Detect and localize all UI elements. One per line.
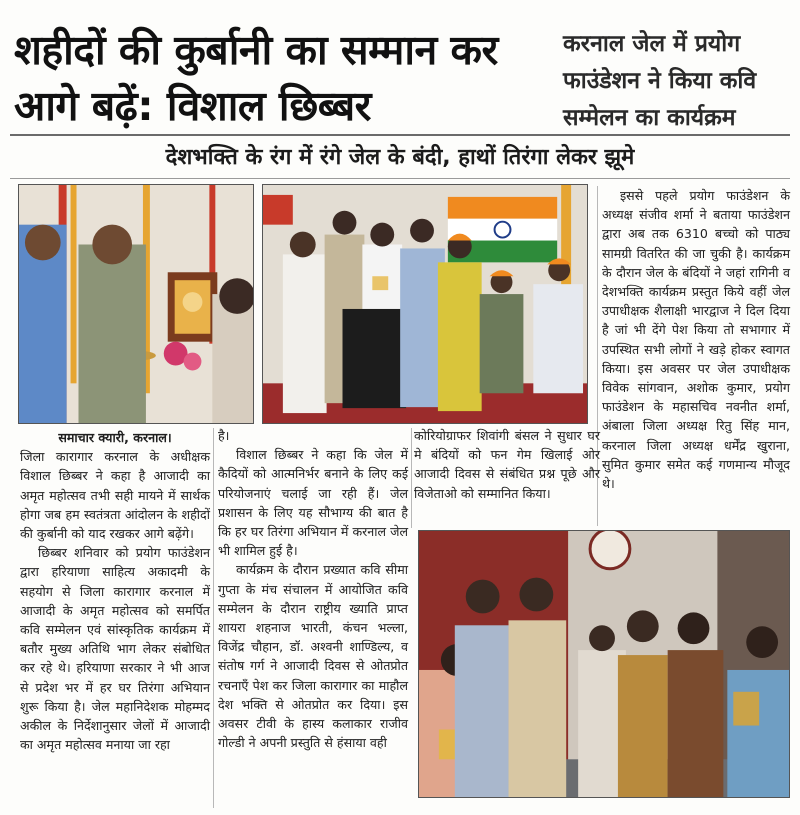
stage-tricolor-photo <box>262 184 588 424</box>
lamp-lighting-photo <box>18 184 254 424</box>
paragraph: कार्यक्रम के दौरान प्रख्यात कवि सीमा गुप्ता के मंच संचालन में आयोजित कवि सम्मेलन के दौरान राष्ट्रीय ख्याति प्राप्त शायरा शहनाज भारती, कंचन भल्ला, विजेंद्र चौहान, डॉ. अश्वनी शाण्डिल्य, व संतोष गर्ग ने आजादी दिवस से ओतप्रोत रचनाएँ पेश कर जिला कारागार का माहौल देश भक्ति से ओतप्रोत कर दिया। इस अवसर टीवी के हास्य कलाकार राजीव गोल्डी ने अपनी प्रस्तुति से हंसाया वही <box>218 562 408 751</box>
paragraph: है। <box>218 428 230 443</box>
subheadline: देशभक्ति के रंग में रंगे जेल के बंदी, हाथों तिरंगा लेकर झूमे <box>165 145 635 170</box>
subheadline-rule <box>10 178 790 179</box>
paragraph: जिला कारागार करनाल के अधीक्षक विशाल छिब्बर ने कहा है आजादी का अमृत महोत्सव तभी सही मायने में सार्थक होगा जब हम स्वतंत्रता आंदोलन के शहीदों की कुर्बानी को याद रखकर आगे बढ़ेंगे। <box>20 449 210 542</box>
article-column-3 <box>414 426 600 503</box>
column-divider <box>411 428 412 528</box>
paragraph: विशाल छिब्बर ने कहा कि जेल में कैदियों को आत्मनिर्भर बनाने के लिए कई परियोजनाएं चलाई जा रही हैं। जेल प्रशासन के लिए यह सौभाग्य की बात है कि हर घर तिरंगा अभियान में करनाल जेल भी शामिल हुई है। <box>218 447 408 559</box>
paragraph: छिब्बर शनिवार को प्रयोग फाउंडेशन द्वारा हरियाणा साहित्य अकादमी के सहयोग से जिला कारागार करनाल में आजादी के अमृत महोत्सव को समर्पित कवि सम्मेलन एवं सांस्कृतिक कार्यक्रम में बतौर मुख्य अतिथि भाग लेकर संबोधित कर रहे थे। हरियाणा सरकार ने भी आज से प्रदेश भर में हर घर तिरंगा अभियान शुरू किया है। जेल महानिदेशक मोहम्मद अकील के निर्देशानुसार जेलों में आजादी का अमृत महोत्सव मनाया जा रहा <box>20 545 210 753</box>
side-headline: करनाल जेल में प्रयोग फाउंडेशन ने किया कवि सम्मेलन का कार्यक्रम <box>563 31 757 131</box>
dateline: समाचार क्यारी, करनाल। <box>58 430 172 445</box>
headline-rule <box>10 134 790 136</box>
stage-tricolor-illustration <box>263 185 587 423</box>
lamp-lighting-illustration <box>19 185 253 423</box>
group-at-gate-photo <box>418 530 790 798</box>
column-divider <box>213 428 214 808</box>
article-column-2 <box>218 426 408 752</box>
article-column-1 <box>20 428 210 754</box>
paragraph: कोरियोग्राफर शिवांगी बंसल ने सुधार घर मे बंदियों को फन गेम खिलाई ओर आजादी दिवस से संबंधित प्रश्न पूछे और विजेताओ को सम्मानित किया। <box>414 428 600 501</box>
main-headline: शहीदों की कुर्बानी का सम्मान कर आगे बढ़ें: विशाल छिब्बर <box>14 26 498 130</box>
article-column-4 <box>602 186 790 493</box>
group-at-gate-illustration <box>419 531 789 797</box>
paragraph: इससे पहले प्रयोग फाउंडेशन के अध्यक्ष संजीव शर्मा ने बताया फाउंडेशन द्वारा अब तक 6310 बच्चो को पाठ्य सामग्री वितरित की जा चुकी है। कार्यक्रम के दौरान जेल के बंदियों ने जहां रागिनी व देशभक्ति कार्यक्रम प्रस्तुत किये वहीं जेल उपाधीक्षक शैलाक्षी भारद्वाज ने दिल दिया है जां भी देंगे पेश किया तो सभागार में उपस्थित सभी लोगों ने खड़े होकर स्वागत किया। इस अवसर पर जेल उपाधीक्षक विवेक सांगवान, अशोक कुमार, प्रयोग फाउंडेशन के महासचिव नवनीत शर्मा, अंबाला जिला अध्यक्ष रितु सिंह मान, करनाल जिला अध्यक्ष धर्मेंद्र खुराना, सुमित कुमार समेत कई गणमान्य मौजूद थे। <box>602 188 790 492</box>
